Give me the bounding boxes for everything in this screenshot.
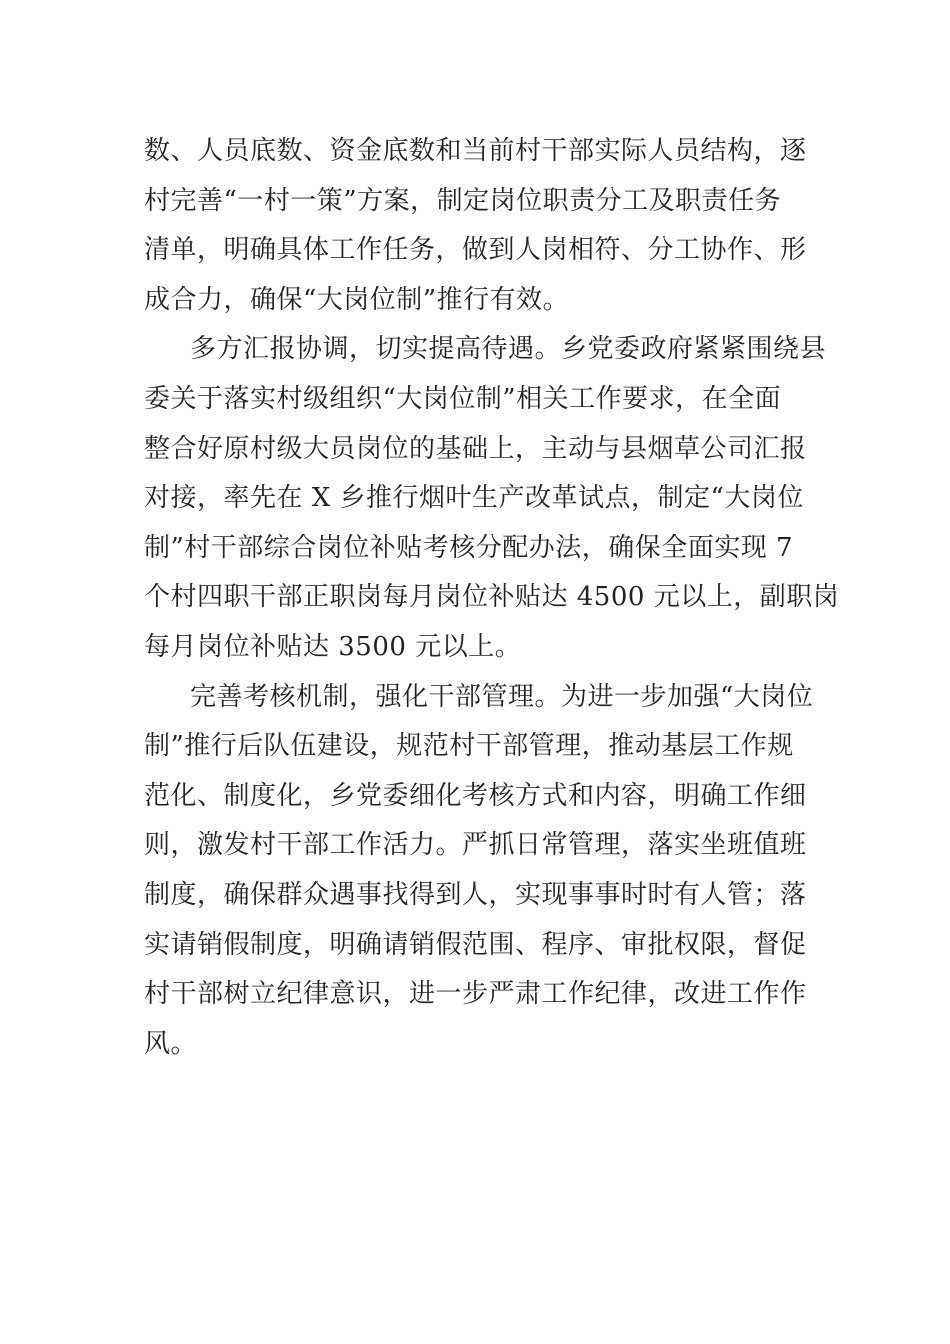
paragraph-1-line-1: 数、人员底数、资金底数和当前村干部实际人员结构，逐 xyxy=(144,136,807,166)
paragraph-3-line-2: 制”推行后队伍建设，规范村干部管理，推动基层工作规 xyxy=(144,731,794,762)
paragraph-2-line-7: 每月岗位补贴达 3500 元以上。 xyxy=(144,631,522,662)
paragraph-2 xyxy=(144,325,840,672)
paragraph-3-line-5: 制度，确保群众遇事找得到人，实现事事时时有人管；落 xyxy=(144,879,807,910)
paragraph-1-line-3: 清单，明确具体工作任务，做到人岗相符、分工协作、形 xyxy=(144,235,807,266)
paragraph-2-line-6: 个村四职干部正职岗每月岗位补贴达 4500 元以上，副职岗 xyxy=(144,582,840,613)
paragraph-2-line-3: 整合好原村级大员岗位的基础上，主动与县烟草公司汇报 xyxy=(144,433,807,464)
paragraph-3-line-1: 完善考核机制，强化干部管理。为进一步加强“大岗位 xyxy=(190,681,814,712)
document-body xyxy=(144,127,840,1069)
paragraph-3-line-7: 村干部树立纪律意识，进一步严肃工作纪律，改进工作作 xyxy=(144,979,807,1010)
paragraph-3-line-8: 风。 xyxy=(144,1028,198,1059)
paragraph-2-line-2: 委关于落实村级组织“大岗位制”相关工作要求，在全面 xyxy=(144,383,782,414)
paragraph-1-line-4: 成合力，确保“大岗位制”推行有效。 xyxy=(144,284,570,315)
paragraph-3-line-4: 则，激发村干部工作活力。严抓日常管理，落实坐班值班 xyxy=(144,830,807,861)
paragraph-3 xyxy=(144,673,812,1070)
paragraph-2-line-5: 制”村干部综合岗位补贴考核分配办法，确保全面实现 7 xyxy=(144,532,794,563)
paragraph-2-line-4: 对接，率先在 X 乡推行烟叶生产改革试点，制定“大岗位 xyxy=(144,483,804,514)
paragraph-2-line-1: 多方汇报协调，切实提高待遇。乡党委政府紧紧围绕县 xyxy=(190,334,827,365)
paragraph-1 xyxy=(144,127,812,325)
paragraph-3-line-6: 实请销假制度，明确请销假范围、程序、审批权限，督促 xyxy=(144,929,807,960)
paragraph-1-line-2: 村完善“一村一策”方案，制定岗位职责分工及职责任务 xyxy=(144,185,782,216)
paragraph-3-line-3: 范化、制度化，乡党委细化考核方式和内容，明确工作细 xyxy=(144,780,807,811)
